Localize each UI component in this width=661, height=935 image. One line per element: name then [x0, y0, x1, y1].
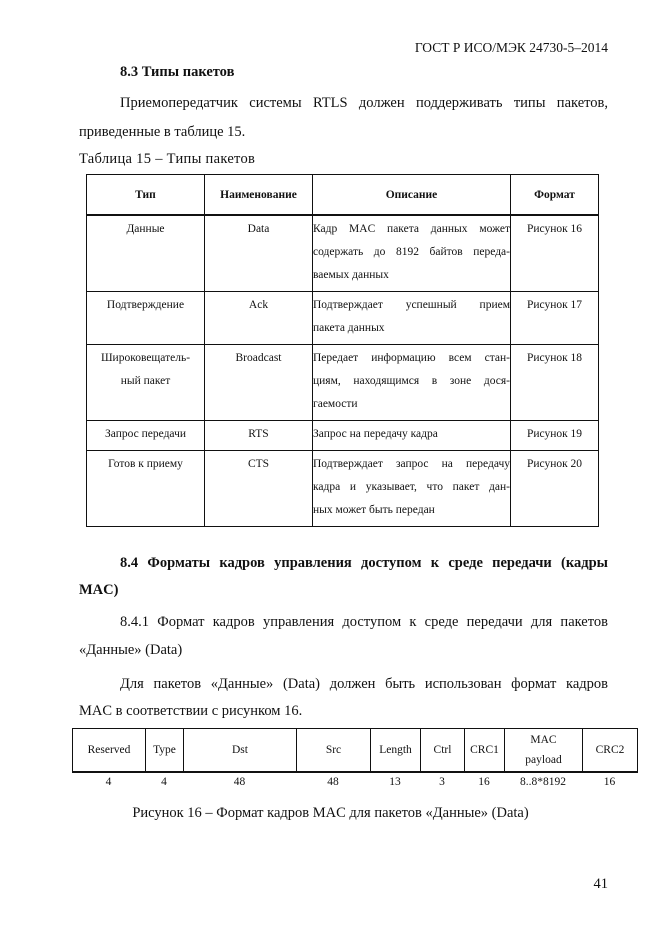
cell-line: Подтверждает успешный прием — [313, 299, 510, 311]
cell-line: Подтверждение — [106, 299, 185, 311]
cell-line: гаемости — [313, 398, 358, 410]
section-8-4-1-line1: 8.4.1 Формат кадров управления доступом к среде передачи для пакетов — [120, 614, 608, 630]
field-size: 16 — [603, 776, 616, 788]
table-row — [87, 451, 599, 527]
table-15-header-format: Формат — [511, 175, 599, 216]
cell-line: ваемых данных — [313, 269, 389, 281]
cell-line: Кадр MAC пакета данных может — [313, 223, 510, 235]
cell-line: Готов к приему — [108, 458, 183, 470]
section-8-4-heading-line2: MAC) — [79, 582, 119, 598]
frame-field-reserved: Reserved — [73, 729, 146, 773]
table-15-header-description: Описание — [313, 175, 511, 216]
section-8-4-heading-line1: 8.4 Форматы кадров управления доступом к среде передачи (кадры — [120, 555, 608, 571]
field-size: 16 — [478, 776, 490, 788]
table-cell-name: RTS — [205, 421, 313, 451]
table-cell-type — [87, 451, 205, 527]
section-8-4-1-line2: «Данные» (Data) — [79, 642, 183, 658]
table-cell-name: Data — [205, 215, 313, 292]
table-cell-type — [87, 421, 205, 451]
cell-line: содержать до 8192 байтов переда- — [313, 246, 510, 258]
table-cell-name: Broadcast — [205, 345, 313, 421]
cell-line: кадра и указывает, что пакет дан- — [313, 481, 510, 493]
table-cell-format: Рисунок 17 — [511, 292, 599, 345]
table-cell-description — [313, 421, 511, 451]
standard-header: ГОСТ Р ИСО/МЭК 24730-5–2014 — [414, 40, 608, 55]
section-8-4-1-para-line1: Для пакетов «Данные» (Data) должен быть использован формат кадров — [120, 676, 608, 692]
payload-line: MAC — [530, 734, 557, 746]
cell-line: Данные — [126, 223, 165, 235]
cell-line: Передает информацию всем стан- — [313, 352, 510, 364]
table-15-caption: Таблица 15 – Типы пакетов — [79, 151, 256, 167]
table-15-header-type: Тип — [87, 175, 205, 216]
cell-line: Подтверждает запрос на передачу — [313, 458, 510, 470]
field-size: 48 — [233, 776, 246, 788]
cell-line: Запрос передачи — [104, 428, 187, 440]
field-size: 4 — [105, 776, 112, 788]
cell-line: ных может быть передан — [313, 504, 435, 516]
section-8-3-heading: 8.3 Типы пакетов — [120, 64, 235, 80]
cell-line: Широковещатель- — [100, 352, 191, 364]
field-size: 13 — [389, 776, 401, 788]
table-cell-name: Ack — [205, 292, 313, 345]
field-size: 48 — [327, 776, 339, 788]
section-8-3-para-line1: Приемопередатчик системы RTLS должен поддерживать типы пакетов, — [120, 95, 608, 111]
page-number: 41 — [593, 876, 608, 892]
table-cell-type — [87, 215, 205, 292]
mac-frame-field-sizes — [72, 772, 637, 792]
table-cell-description — [313, 451, 511, 527]
frame-field-crc1: CRC1 — [465, 729, 505, 773]
cell-line: циям, находящимся в зоне дося- — [313, 375, 510, 387]
frame-field-length: Length — [371, 729, 421, 773]
table-row — [87, 421, 599, 451]
table-15 — [86, 174, 599, 527]
table-cell-type — [87, 292, 205, 345]
table-cell-description — [313, 215, 511, 292]
table-cell-name: CTS — [205, 451, 313, 527]
cell-line: Запрос на передачу кадра — [313, 428, 438, 440]
section-8-4-1-para-line2: MAC в соответствии с рисунком 16. — [79, 703, 303, 719]
field-size: 8..8*8192 — [520, 776, 566, 788]
table-cell-format: Рисунок 16 — [511, 215, 599, 292]
table-row — [87, 292, 599, 345]
figure-16-caption: Рисунок 16 – Формат кадров MAC для пакетов «Данные» (Data) — [132, 805, 529, 821]
table-cell-description — [313, 345, 511, 421]
table-cell-type — [87, 345, 205, 421]
frame-field-type: Type — [146, 729, 184, 773]
frame-field-ctrl: Ctrl — [421, 729, 465, 773]
frame-field-mac-payload — [505, 729, 583, 773]
frame-field-dst: Dst — [184, 729, 297, 773]
payload-line: payload — [525, 754, 562, 766]
frame-field-crc2: CRC2 — [583, 729, 638, 773]
table-15-header-row — [87, 175, 599, 216]
table-cell-format: Рисунок 18 — [511, 345, 599, 421]
mac-frame-diagram — [72, 728, 638, 773]
field-size: 4 — [161, 776, 167, 788]
table-cell-format: Рисунок 19 — [511, 421, 599, 451]
frame-field-src: Src — [297, 729, 371, 773]
table-row — [87, 345, 599, 421]
table-cell-description — [313, 292, 511, 345]
table-cell-format: Рисунок 20 — [511, 451, 599, 527]
table-15-header-name: Наименование — [205, 175, 313, 216]
cell-line: пакета данных — [313, 322, 385, 334]
field-size: 3 — [439, 776, 445, 788]
table-row — [87, 215, 599, 292]
cell-line: ный пакет — [120, 375, 171, 387]
section-8-3-para-line2: приведенные в таблице 15. — [79, 124, 246, 140]
